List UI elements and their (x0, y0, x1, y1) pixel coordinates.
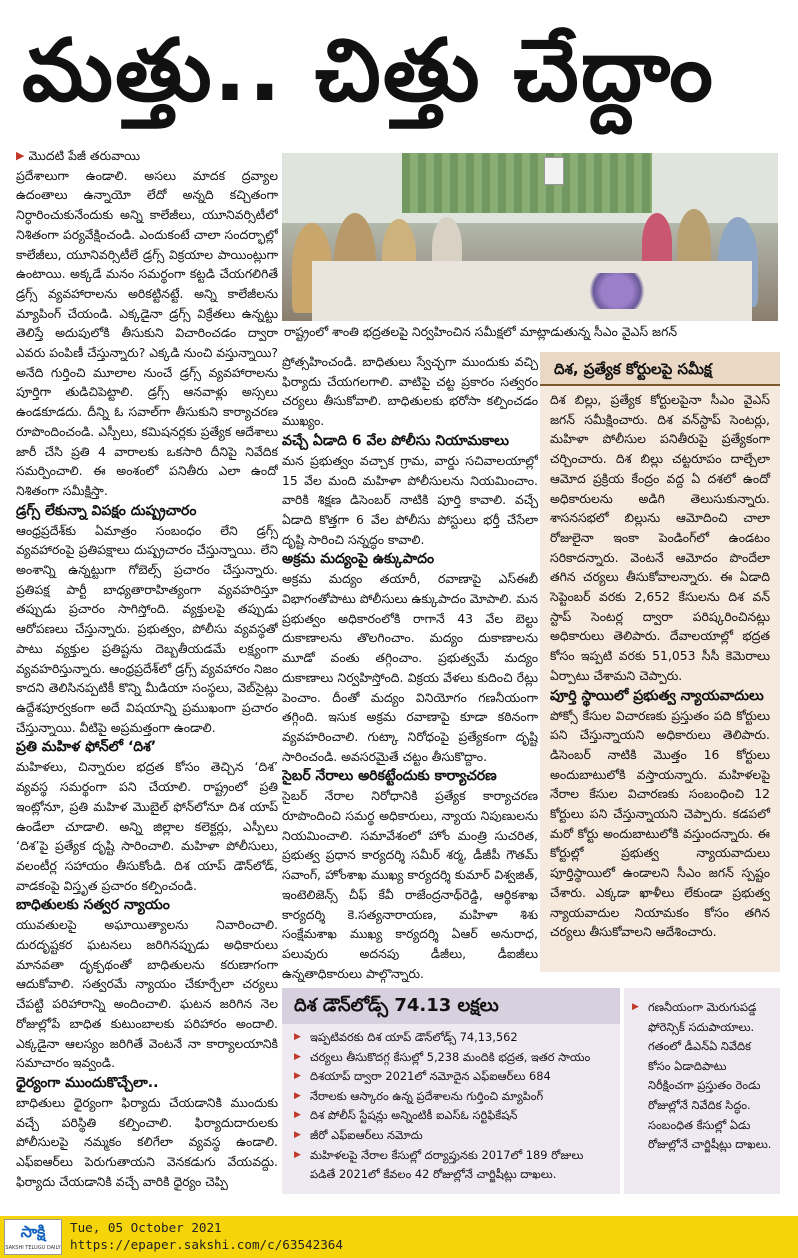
sidebar-box-title: దిశ, ప్రత్యేక కోర్టులపై సమీక్ష (540, 352, 780, 386)
list-item: ▶ గణనీయంగా మెరుగుపడ్డ ఫోరెన్సిక్‌ సదుపాయాలు. గతంలో డీఎన్‌ఏ నివేదిక కోసం ఏడాదిపాటు నిరీక్షించగా ప్రస్తుతం రెండు రోజుల్లోనే నివేదిక సిద్ధం. సంబంధిత కేసుల్లో ఏడు రోజుల్లోనే చార్జిషీట్లు దాఖలు. (632, 1000, 772, 1152)
list-item: ▶ నేరాలకు ఆస్కారం ఉన్న ప్రదేశాలను గుర్తించి మ్యాపింగ్‌ (294, 1087, 612, 1107)
subheading: ప్రతి మహిళ ఫోన్‌లో ‘దిశ’ (16, 739, 157, 756)
meeting-photo (282, 153, 778, 321)
paragraph: ప్రదేశాలుగా ఉండాలి. అసలు మాదక ద్రవ్యాల ఉదంతాలు ఉన్నాయో లేదో అన్నది కచ్చితంగా నిర్ధారించుకునేందుకు అన్ని కాలేజీలు, యూనివర్సిటీలో నిశితంగా పర్యవేక్షించండి. ఎందుకంటే చాలా సందర్భాల్లో కాలేజీలు, యూనివర్సిటీలే డ్రగ్స్‌ విక్రయాల పాయింట్లుగా ఉంటాయి. అక్కడే మనం సమర్థంగా కట్టడి చేయగలిగితే డ్రగ్స్‌ వ్యవహారాలను అరికట్టినట్టే. అన్ని కాలేజీలను మ్యాపింగ్‌ చేయండి. ఎక్కడైనా డ్రగ్స్‌ విక్రేతలు ఉన్నట్టు తెలిస్తే అదుపులోకి తీసుకుని విచారించడం ద్వారా ఎవరు పంపిణీ చేస్తున్నారు? ఎక్కడి నుంచి వస్తున్నాయి? అనేది గుర్తించి మూలాల నుంచే డ్రగ్స్‌ వ్యవహారాలను పూర్తిగా తుడిచిపెట్టాలి. డ్రగ్స్‌ ఆనవాళ్లు అస్సలు ఉండకూడదు. దీన్ని ఓ సవాల్‌గా తీసుకుని కార్యాచరణ రూపొందించండి. ఎస్పీలు, కమిషనర్లకు ప్రత్యేక ఆదేశాలు జారీ చేసి ప్రతి 4 వారాలకు ఒకసారి దీనిపై నివేదిక సమర్పించాలి. ఈ అంశంలో పనితీరు ఎలా ఉందో నిశితంగా సమీక్షిస్తా. (16, 167, 278, 498)
list-item: ▶ జీరో ఎఫ్‌ఐఆర్‌లు నమోదు (294, 1126, 612, 1146)
headline: మత్తు.. చిత్తు చేద్దాం (22, 21, 715, 121)
triangle-right-icon: ▶ (632, 1002, 639, 1012)
stats-box (282, 988, 620, 1194)
list-item: ▶ ఇప్పటివరకు దిశ యాప్‌ డౌన్‌లోడ్స్‌ 74,13,562 (294, 1028, 612, 1048)
paragraph: ప్రోత్సహించండి. బాధితులు స్వేచ్ఛగా ముందుకు వచ్చి ఫిర్యాదు చేయగలగాలి. వాటిపై చట్ట ప్రకారం సత్వరం చర్యలు తీసుకోవాలి. బాధితులకు భరోసా కల్పించడం ముఖ్యం. (282, 354, 538, 429)
stats-list (282, 1024, 620, 1185)
paragraph: సైబర్‌ నేరాల నిరోధానికి ప్రత్యేక కార్యాచరణ రూపొందించి సమర్థ అధికారులు, న్యాయ నిపుణులను నియమించాలి. సమావేశంలో హోం మంత్రి సుచరిత, ప్రభుత్వ ప్రధాన కార్యదర్శి సమీర్‌ శర్మ, డీజీపీ గౌతమ్‌ సవాంగ్, హోంశాఖ ముఖ్య కార్యదర్శి కుమార్‌ విశ్వజిత్, ఇంటెలిజెన్స్‌ చీఫ్‌ కేవీ రాజేంద్రనాథ్‌రెడ్డి, ఆర్థికశాఖ కార్యదర్శి కె.సత్యనారాయణ, మహిళా శిశు సంక్షేమశాఖ ముఖ్య కార్యదర్శి ఏఆర్‌ అనురాధ, పలువురు అదనపు డీజీలు, డీఐజీలు ఉన్నతాధికారులు పాల్గొన్నారు. (282, 788, 538, 981)
triangle-right-icon: ▶ (294, 1090, 301, 1101)
article-column-1 (16, 146, 278, 1228)
photo-caption: రాష్ట్రంలో శాంతి భద్రతలపై నిర్వహించిన సమీక్షలో మాట్లాడుతున్న సీఎం వైఎస్‌ జగన్‌ (284, 324, 678, 339)
footer (0, 1216, 798, 1258)
triangle-right-icon: ▶ (294, 1110, 301, 1121)
paragraph: దిశ బిల్లు, ప్రత్యేక కోర్టులపైనా సీఎం వైఎస్‌ జగన్‌ సమీక్షించారు. దిశ వన్‌స్టాప్‌ సెంటర్లు, మహిళా పోలీసుల పనితీరుపై ప్రత్యేకంగా చర్చించారు. దిశ బిల్లు చట్టరూపం దాల్చేలా ఆమోద ప్రక్రియ కేంద్రం వద్ద ఏ దశలో ఉందో అధికారులను అడిగి తెలుసుకున్నారు. శాసనసభలో బిల్లును ఆమోదించి చాలా రోజులైనా ఇంకా పెండింగ్‌లో ఉండటం సరికాదన్నారు. వెంటనే ఆమోదం పొందేలా తగిన చర్యలు తీసుకోవాలన్నారు. ఈ ఏడాది సెప్టెంబర్‌ వరకు 2,652 కేసులను దిశ వన్‌ స్టాప్‌ సెంటర్ల ద్వారా పరిష్కరించినట్లు అధికారులు తెలిపారు. దేవాలయాల్లో భద్రత కోసం ఇప్పటి వరకు 51,053 సీసీ కెమెరాలు ఏర్పాటు చేశామని చెప్పారు. (550, 392, 770, 683)
triangle-right-icon: ▶ (294, 1051, 301, 1062)
sidebar-box (540, 352, 780, 972)
epaper-url[interactable]: https://epaper.sakshi.com/c/63542364 (70, 1237, 343, 1252)
triangle-right-icon: ▶ (16, 149, 25, 162)
paragraph: మహిళలు, చిన్నారుల భద్రత కోసం తెచ్చిన ‘దిశ’ వ్యవస్థ సమర్థంగా పని చేయాలి. రాష్ట్రంలో ప్రతి ఇంట్లోనూ, ప్రతి మహిళ మొబైల్‌ ఫోన్‌లోనూ దిశ యాప్‌ ఉండేలా చూడాలి. అన్ని జిల్లాల కలెక్టర్లు, ఎస్పీలు ‘దిశ’పై ప్రత్యేక దృష్టి సారించాలి. మహిళా పోలీసులు, వలంటీర్ల సహాయం తీసుకోండి. దిశ యాప్‌ డౌన్‌లోడ్, వాడకంపై విస్తృత ప్రచారం కల్పించండి. (16, 759, 278, 893)
paragraph: ఆంధ్రప్రదేశ్‌కు ఏమాత్రం సంబంధం లేని డ్రగ్స్‌ వ్యవహారంపై ప్రతిపక్షాలు దుష్ప్రచారం చేస్తున్నాయి. లేని అంశాన్ని ఉన్నట్టుగా గోబెల్స్‌ ప్రచారం చేస్తున్నారు. ప్రతిపక్ష పార్టీ బాధ్యతారాహిత్యంగా వ్యవహరిస్తూ తప్పుడు ప్రచారం సాగిస్తోంది. వ్యక్తులపై తప్పుడు ఆరోపణలు చేస్తున్నారు. ప్రభుత్వం, పోలీసు వ్యవస్థతో పాటు వ్యక్తుల ప్రతిష్టను దెబ్బతీయడమే లక్ష్యంగా వ్యవహరిస్తున్నారు. ఆంధ్రప్రదేశ్‌లో డ్రగ్స్‌ వ్యవహారం నిజం కాదని తెలిసినప్పటికీ కొన్ని మీడియా సంస్థలు, వెబ్‌సైట్లు ఉద్దేశపూర్వకంగా అదే విషయాన్ని ప్రముఖంగా ప్రచారం చేస్తున్నాయి. వీటిపై అప్రమత్తంగా ఉండాలి. (16, 522, 278, 735)
paragraph: మన ప్రభుత్వం వచ్చాక గ్రామ, వార్డు సచివాలయాల్లో 15 వేల మంది మహిళా పోలీసులను నియమించాం. వారికి శిక్షణ డిసెంబర్‌ నాటికి పూర్తి కావాలి. వచ్చే ఏడాది కొత్తగా 6 వేల పోలీసు పోస్టులు భర్తీ చేసేలా దృష్టి సారించి సన్నద్ధం కావాలి. (282, 452, 538, 547)
publication-date: Tue, 05 October 2021 (70, 1220, 222, 1235)
triangle-right-icon: ▶ (294, 1071, 301, 1082)
subheading: అక్రమ మద్యంపై ఉక్కుపాదం (282, 551, 435, 568)
forensics-box (624, 988, 780, 1194)
subheading: డ్రగ్స్‌ లేకున్నా విపక్షం దుష్ప్రచారం (16, 502, 197, 519)
kicker (16, 146, 278, 166)
paragraph: అక్రమ మద్యం తయారీ, రవాణాపై ఎస్‌ఈబీ విభాగంతోపాటు పోలీసులు ఉక్కుపాదం మోపాలి. మన ప్రభుత్వం అధికారంలోకి రాగానే 43 వేల బెల్టు దుకాణాలను తొలగించాం. మద్యం దుకాణాలను మూడో వంతు తగ్గించాం. ప్రభుత్వమే మద్యం దుకాణాలు నిర్వహిస్తోంది. విక్రయ వేళలు కుదించి రేట్లు పెంచాం. దీంతో మద్యం వినియోగం గణనీయంగా తగ్గింది. ఇసుక అక్రమ రవాణాపై కూడా కఠినంగా వ్యవహరించాలి. గుట్కా నిరోధంపై ప్రత్యేకంగా దృష్టి సారించండి. అవసరమైతే చట్టం తీసుకొద్దాం. (282, 571, 538, 764)
list-item: ▶ చర్యలు తీసుకొదగ్గ కేసుల్లో 5,238 మందికి భద్రత, ఇతర సాయం (294, 1048, 612, 1068)
subheading: సైబర్‌ నేరాలు అరికట్టేందుకు కార్యాచరణ (282, 768, 497, 785)
paragraph: యువతులపై అఘాయిత్యాలను నివారించాలి. దురదృష్టకర ఘటనలు జరిగినప్పుడు అధికారులు మానవతా దృక్పథంతో బాధితులను కరుణాగంగా ఆదుకోవాలి. సత్వరమే న్యాయం చేకూర్చేలా చర్యలు చేపట్టి పరిహారాన్ని అందించాలి. ఘటన జరిగిన నెల రోజుల్లోపే బాధిత కుటుంబాలకు పరిహారం అందాలి. ఎక్కడైనా ఆలస్యం జరిగితే వెంటనే నా కార్యాలయానికి సమాచారం ఇవ్వండి. (16, 917, 278, 1071)
subheading: వచ్చే ఏడాది 6 వేల పోలీసు నియామకాలు (282, 432, 509, 449)
footer-meta (70, 1219, 343, 1253)
triangle-right-icon: ▶ (294, 1149, 301, 1160)
subheading: బాధితులకు సత్వర న్యాయం (16, 897, 170, 914)
triangle-right-icon: ▶ (294, 1129, 301, 1140)
kicker-text: మొదటి పేజీ తరువాయి (28, 148, 141, 163)
subheading: పూర్తి స్థాయిలో ప్రభుత్వ న్యాయవాదులు (550, 687, 764, 704)
list-item: ▶ దిశయాప్‌ ద్వారా 2021లో నమోదైన ఎఫ్‌ఐఆర్‌లు 684 (294, 1067, 612, 1087)
list-item: ▶ దిశ పోలీస్‌ స్టేషన్లు అన్నింటికీ ఐఎస్‌ఓ సర్టిఫికేషన్‌ (294, 1106, 612, 1126)
article-column-2 (282, 352, 538, 984)
sakshi-logo: సాక్షి SAKSHI TELUGU DAILY (4, 1219, 62, 1255)
triangle-right-icon: ▶ (294, 1032, 301, 1042)
list-item: ▶ మహిళలపై నేరాల కేసుల్లో దర్యాప్తునకు 2017లో 189 రోజులు (294, 1146, 612, 1166)
subheading: ధైర్యంగా ముందుకొచ్చేలా.. (16, 1074, 159, 1091)
paragraph: పోక్సో కేసుల విచారణకు ప్రస్తుతం పది కోర్టులు పని చేస్తున్నాయని అధికారులు తెలిపారు. డిసెంబర్‌ నాటికి మొత్తం 16 కోర్టులు అందుబాటులోకి వస్తాయన్నారు. మహిళలపై నేరాల కేసుల విచారణకు సంబంధించి 12 కోర్టులు పని చేస్తున్నాయని చెప్పారు. కడపలో మరో కోర్టు అందుబాటులోకి వస్తుందన్నారు. ఈ కోర్టుల్లో ప్రభుత్వ న్యాయవాదులు పూర్తిస్థాయిలో ఉండాలని సీఎం జగన్‌ స్పష్టం చేశారు. ఎక్కడా ఖాళీలు లేకుండా ప్రభుత్వ న్యాయవాదుల నియామకం కోసం తగిన చర్యలు తీసుకోవాలని ఆదేశించారు. (550, 707, 770, 940)
paragraph: బాధితులు ధైర్యంగా ఫిర్యాదు చేయడానికి ముందుకు వచ్చే పరిస్థితి కల్పించాలి. ఫిర్యాదుదారులకు పోలీసులపై నమ్మకం కలిగేలా వ్యవస్థ ఉండాలి. ఎఫ్‌ఐఆర్‌లు పెరుగుతాయని వెనకడుగు వేయవద్దు. ఫిర్యాదు చేయడానికి వచ్చే వారికి ధైర్యం చెప్పి (16, 1094, 278, 1189)
list-item: పడితే 2021లో కేవలం 42 రోజుల్లోనే చార్జిషీట్లు దాఖలు. (310, 1167, 557, 1182)
stats-box-title: దిశ డౌన్‌లోడ్స్‌ 74.13 లక్షలు (282, 988, 620, 1024)
